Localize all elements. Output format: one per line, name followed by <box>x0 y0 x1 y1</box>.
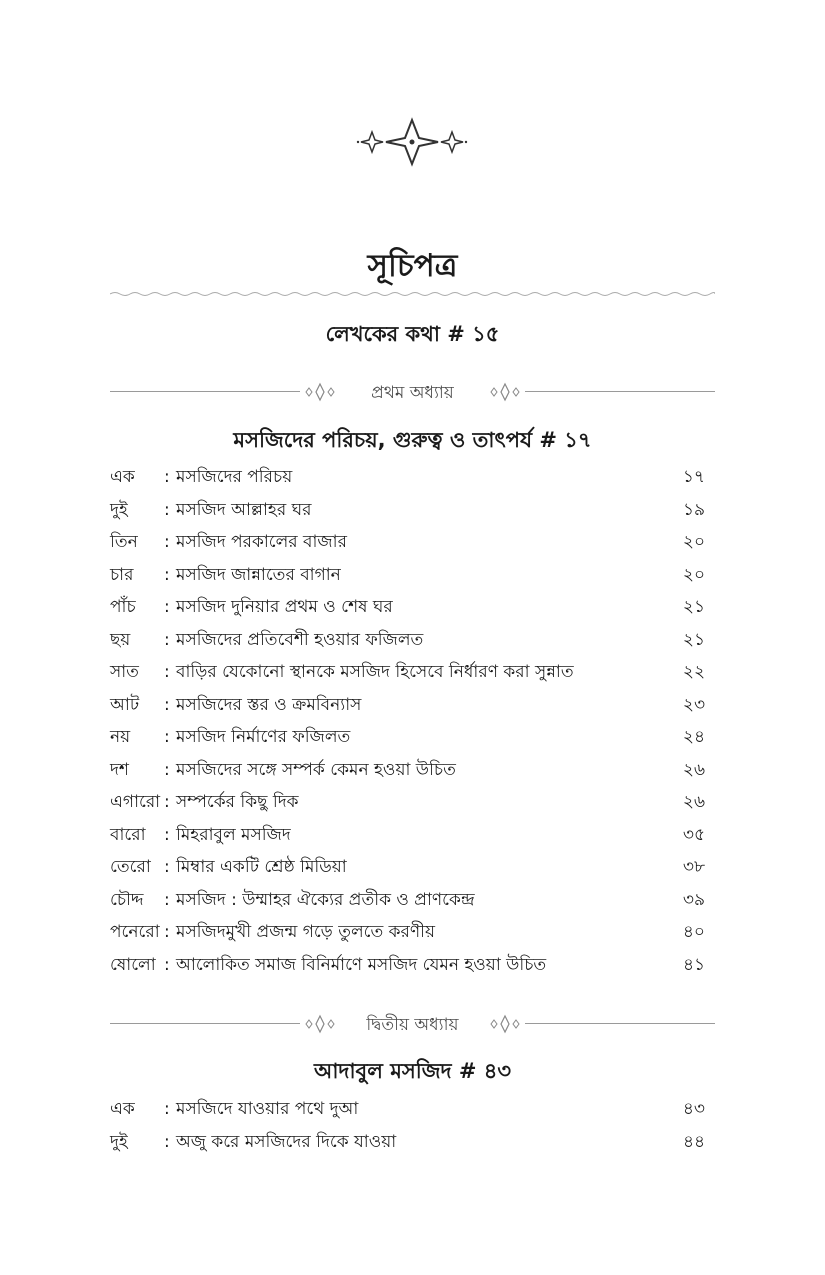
toc-row[interactable] <box>110 1093 705 1126</box>
entry-separator: : <box>164 564 170 585</box>
entry-title: আলোকিত সমাজ বিনির্মাণে মসজিদ যেমন হওয়া উচিত <box>176 954 547 975</box>
entry-separator: : <box>164 662 170 682</box>
entry-title: মসজিদ নির্মাণের ফজিলত <box>176 727 351 747</box>
entry-separator: : <box>164 857 170 877</box>
entry-separator: : <box>164 889 170 910</box>
entry-number: বারো <box>110 824 146 845</box>
entry-separator: : <box>164 629 170 650</box>
page-title: সূচিপত্র <box>367 248 458 284</box>
entry-title: মসজিদের স্তর ও ক্রমবিন্যাস <box>176 694 362 715</box>
entry-separator: : <box>164 922 170 942</box>
diamond-ornament-icon <box>487 1013 523 1035</box>
toc-row[interactable] <box>110 949 705 982</box>
toc-row[interactable] <box>110 851 705 884</box>
toc-row[interactable] <box>110 559 705 592</box>
entry-title: অজু করে মসজিদের দিকে যাওয়া <box>176 1131 397 1152</box>
chapter-divider-2 <box>110 1009 715 1039</box>
toc-row[interactable] <box>110 819 705 852</box>
author-note-heading: লেখকের কথা # ১৫ <box>325 322 500 346</box>
entry-separator: : <box>164 597 170 617</box>
entry-page-number: ২০ <box>682 532 705 552</box>
entry-number: তিন <box>110 532 138 552</box>
entry-title: বাড়ির যেকোনো স্থানকে মসজিদ হিসেবে নির্ধারণ করা সুন্নাত <box>176 662 574 682</box>
diamond-ornament-icon <box>302 381 338 403</box>
entry-page-number: ২৬ <box>682 792 705 812</box>
entry-title: মসজিদ : উম্মাহর ঐক্যের প্রতীক ও প্রাণকেন্দ্র <box>176 889 475 910</box>
diamond-ornament-icon <box>302 1013 338 1035</box>
chapter-heading: আদাবুল মসজিদ # ৪৩ <box>313 1059 512 1083</box>
toc-row[interactable] <box>110 1126 705 1159</box>
entry-title: মিহরাবুল মসজিদ <box>176 824 291 845</box>
entry-page-number: ৩৯ <box>682 889 705 910</box>
toc-row[interactable] <box>110 624 705 657</box>
entry-page-number: ৪৩ <box>682 1099 705 1119</box>
entry-number: এক <box>110 1099 135 1119</box>
divider-line <box>525 391 715 392</box>
toc-row[interactable] <box>110 721 705 754</box>
entry-number: এক <box>110 467 135 487</box>
diamond-ornament-icon <box>487 381 523 403</box>
entry-separator: : <box>164 1099 170 1119</box>
chapter-label: প্রথম অধ্যায় <box>371 383 454 403</box>
entry-page-number: ২১ <box>682 629 705 650</box>
entry-title: মসজিদে যাওয়ার পথে দুআ <box>176 1099 359 1119</box>
entry-number: নয় <box>110 727 131 747</box>
entry-page-number: ৩৫ <box>682 824 705 845</box>
entry-title: মসজিদ পরকালের বাজার <box>176 532 347 552</box>
entry-number: চৌদ্দ <box>110 889 144 910</box>
entry-title: মসজিদের পরিচয় <box>176 467 293 487</box>
entry-separator: : <box>164 759 170 780</box>
entry-number: এগারো <box>110 792 161 812</box>
entry-page-number: ৩৮ <box>682 857 705 877</box>
entry-separator: : <box>164 824 170 845</box>
entry-page-number: ২০ <box>682 564 705 585</box>
entry-number: আট <box>110 694 140 715</box>
entry-separator: : <box>164 792 170 812</box>
entry-title: মসজিদের প্রতিবেশী হওয়ার ফজিলত <box>176 629 424 650</box>
toc-list-chapter-2 <box>110 1093 705 1158</box>
entry-number: সাত <box>110 662 139 682</box>
entry-page-number: ৪০ <box>682 922 705 942</box>
entry-title: মসজিদ দুনিয়ার প্রথম ও শেষ ঘর <box>176 597 393 617</box>
entry-page-number: ১৭ <box>682 467 705 487</box>
entry-page-number: ১৯ <box>682 499 705 520</box>
toc-row[interactable] <box>110 461 705 494</box>
entry-separator: : <box>164 1131 170 1152</box>
chapter-divider-1 <box>110 377 715 407</box>
entry-title: মসজিদ আল্লাহর ঘর <box>176 499 312 520</box>
entry-separator: : <box>164 954 170 975</box>
entry-title: মসজিদ জান্নাতের বাগান <box>176 564 341 585</box>
entry-page-number: ৪১ <box>682 954 705 975</box>
entry-title: মসজিদের সঙ্গে সম্পর্ক কেমন হওয়া উচিত <box>176 759 456 780</box>
decorative-star-ornament-icon <box>352 112 472 172</box>
entry-title: মিম্বার একটি শ্রেষ্ঠ মিডিয়া <box>176 857 347 877</box>
divider-line <box>110 1023 300 1024</box>
toc-row[interactable] <box>110 526 705 559</box>
entry-page-number: ২১ <box>682 597 705 617</box>
toc-list-chapter-1 <box>110 461 705 981</box>
entry-page-number: ২৪ <box>682 727 705 747</box>
entry-number: তেরো <box>110 857 151 877</box>
entry-page-number: ৪৪ <box>682 1131 705 1152</box>
entry-separator: : <box>164 694 170 715</box>
entry-number: ষোলো <box>110 954 156 975</box>
toc-row[interactable] <box>110 689 705 722</box>
toc-row[interactable] <box>110 786 705 819</box>
entry-number: চার <box>110 564 134 585</box>
entry-page-number: ২৬ <box>682 759 705 780</box>
entry-separator: : <box>164 727 170 747</box>
entry-number: পনেরো <box>110 922 160 942</box>
toc-row[interactable] <box>110 494 705 527</box>
wavy-divider-line <box>110 288 715 300</box>
entry-separator: : <box>164 499 170 520</box>
entry-number: পাঁচ <box>110 597 136 617</box>
entry-separator: : <box>164 532 170 552</box>
entry-number: ছয় <box>110 629 131 650</box>
entry-number: দুই <box>110 1131 128 1152</box>
toc-row[interactable] <box>110 656 705 689</box>
entry-page-number: ২৩ <box>682 694 705 715</box>
entry-number: দশ <box>110 759 129 780</box>
toc-row[interactable] <box>110 916 705 949</box>
toc-row[interactable] <box>110 884 705 917</box>
divider-line <box>525 1023 715 1024</box>
toc-row[interactable] <box>110 754 705 787</box>
divider-line <box>110 391 300 392</box>
chapter-heading: মসজিদের পরিচয়, গুরুত্ব ও তাৎপর্য # ১৭ <box>233 428 592 452</box>
chapter-label: দ্বিতীয় অধ্যায় <box>366 1015 459 1035</box>
entry-title: সম্পর্কের কিছু দিক <box>176 792 299 812</box>
toc-row[interactable] <box>110 591 705 624</box>
entry-number: দুই <box>110 499 128 520</box>
entry-separator: : <box>164 467 170 487</box>
entry-title: মসজিদমুখী প্রজন্ম গড়ে তুলতে করণীয় <box>176 922 436 942</box>
entry-page-number: ২২ <box>682 662 705 682</box>
